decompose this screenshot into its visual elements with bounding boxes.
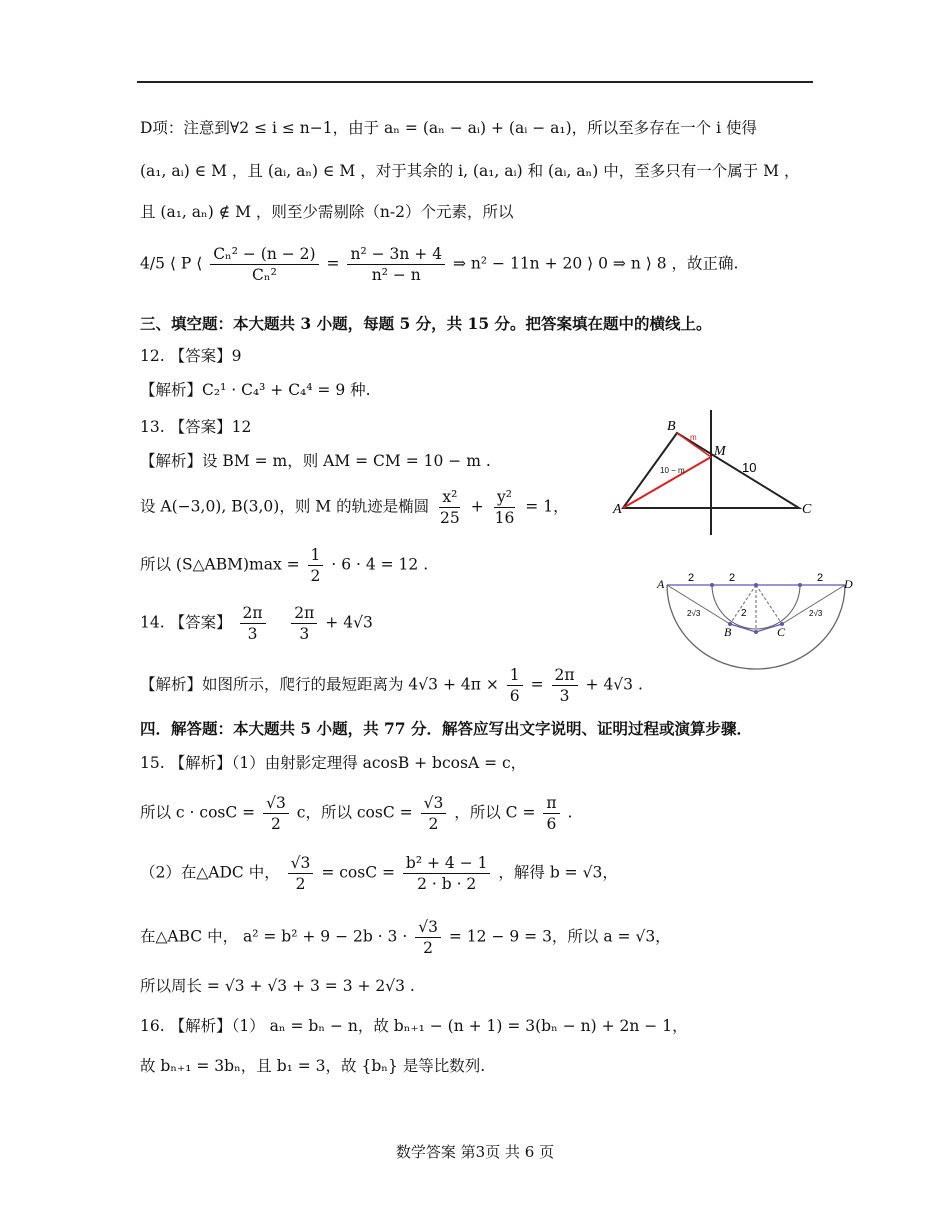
page-footer: 数学答案 第3页 共 6 页: [395, 1143, 555, 1161]
d4-prefix: 4/5 ⟨ P ⟨: [140, 254, 203, 273]
q15-line-3: （2）在△ADC 中， $\frac{√3}{2}$ = cosC = $\frac{\text{b² + 4 − 1}}{2 \cdot b \cdot 2}$ ，解得 b = √3，: [140, 854, 618, 893]
label-b: B: [667, 419, 676, 434]
triangle-figure: [610, 405, 820, 540]
q13-solution: 【解析】设 BM = m，则 AM = CM = 10 − m .: [140, 452, 491, 470]
q14-answer-frac-1: $\frac{2\pi}{3}$: [240, 603, 266, 644]
q16-line-2: 故 bₙ₊₁ = 3bₙ，且 b₁ = 3，故 {bₙ} 是等比数列.: [140, 1057, 486, 1075]
q15-line-2: 所以 c · cosC = $\frac{√3}{2}$ c，所以 cosC = $\frac{√3}{2}$ ，所以 C = $\frac{\pi}{6}$ .: [140, 794, 573, 833]
area-frac: $\frac{1}{2}$: [308, 545, 324, 586]
q12-answer: 12. 【答案】9: [140, 347, 242, 365]
q13-answer: 13. 【答案】12: [140, 418, 252, 436]
segment-am: [623, 457, 711, 508]
label-10: 10: [742, 460, 757, 475]
label-d: D: [844, 577, 853, 591]
q15-part1: 15. 【解析】（1）由射影定理得 acosB + bcosA = c，: [140, 754, 527, 772]
dash-3: [756, 585, 782, 624]
d4-suffix: ⇒ n² − 11n + 20 ⟩ 0 ⇒ n ⟩ 8 ，故正确.: [453, 254, 739, 273]
q16-line-1: 16. 【解析】（1） aₙ = bₙ − n，故 bₙ₊₁ − (n + 1) = 3(bₙ − n) + 2n − 1，: [140, 1017, 688, 1035]
q14-solution: 【解析】如图所示，爬行的最短距离为 4√3 + 4π × $\frac{1}{6}$ = $\frac{2\pi}{3}$ + 4√3 .: [140, 666, 643, 705]
q13-area-line: 所以 (S△ABM)max = $\frac{1}{2}$ · 6 · 4 = 12 .: [140, 546, 429, 585]
d-item-line-2: (a₁, aᵢ) ∈ M ，且 (aᵢ, aₙ) ∈ M ，对于其余的 i, (a₁, aᵢ) 和 (aᵢ, aₙ) 中，至多只有一个属于 M ，: [140, 162, 800, 180]
label-b: B: [724, 625, 732, 639]
q14-answer: 14. 【答案】 $\frac{2\pi}{3}$ $\frac{2\pi}{3}$ + 4√3: [140, 604, 373, 643]
d-item-line-1: D项：注意到∀2 ≤ i ≤ n−1，由于 aₙ = (aₙ − aᵢ) + (aᵢ − a₁)，所以至多存在一个 i 使得: [140, 119, 757, 137]
q13-ellipse-line: 设 A(−3,0), B(3,0)，则 M 的轨迹是椭圆 $\frac{\text{x²}}{25}$ + $\frac{\text{y²}}{16}$ = 1，: [140, 488, 569, 527]
svg-text:2: 2: [741, 608, 747, 619]
semicircle-figure: [655, 572, 855, 672]
svg-text:2: 2: [729, 572, 736, 584]
svg-text:2: 2: [817, 572, 824, 584]
section-4-heading: 四．解答题：本大题共 5 小题，共 77 分．解答应写出文字说明、证明过程或演算步骤．: [140, 719, 752, 738]
svg-text:2√3: 2√3: [809, 609, 823, 618]
label-a: A: [613, 502, 622, 517]
svg-text:2√3: 2√3: [687, 609, 701, 618]
label-c: C: [802, 502, 812, 517]
d-item-line-3: 且 (a₁, aₙ) ∉ M ，则至少需剔除（n-2）个元素，所以: [140, 203, 514, 221]
q14-answer-frac-2: $\frac{2\pi}{3}$: [291, 603, 317, 644]
label-a: A: [657, 577, 665, 591]
label-10-m: 10 − m: [660, 466, 685, 475]
d-item-line-4: 4/5 ⟨ P ⟨ $\frac{\text{Cₙ² − (n − 2)}}{\text{Cₙ²}}$ = $\frac{\text{n² − 3n + 4}}{\text{n² − n}}$ ⇒ n² − 11n + 20 ⟩ 0 ⇒ n ⟩ 8 ，故正确.: [140, 245, 739, 284]
svg-text:2: 2: [688, 572, 695, 584]
q15-line-4: 在△ABC 中， a² = b² + 9 − 2b · 3 · $\frac{√3}{2}$ = 12 − 9 = 3，所以 a = √3，: [140, 918, 671, 957]
q15-line-5: 所以周长 = √3 + √3 + 3 = 3 + 2√3 .: [140, 977, 415, 995]
label-m-length: m: [690, 433, 697, 442]
label-c: C: [777, 625, 786, 639]
d4-fraction-2: $\frac{\text{n² − 3n + 4}}{\text{n² − n}}$: [347, 244, 445, 285]
segment-a-b: [667, 585, 730, 624]
ellipse-frac-x: $\frac{\text{x²}}{25}$: [440, 488, 460, 527]
ellipse-frac-y: $\frac{\text{y²}}{16}$: [494, 488, 515, 527]
segment-d-c: [782, 585, 845, 624]
top-rule: [137, 81, 813, 83]
section-3-heading: 三、填空题：本大题共 3 小题，每题 5 分，共 15 分。把答案填在题中的横线上。: [140, 314, 712, 333]
d4-fraction-1: $\frac{\text{Cₙ² − (n − 2)}}{\text{Cₙ²}}$: [210, 244, 318, 285]
q12-solution: 【解析】C₂¹ · C₄³ + C₄⁴ = 9 种.: [140, 381, 371, 399]
label-m: M: [714, 444, 726, 459]
